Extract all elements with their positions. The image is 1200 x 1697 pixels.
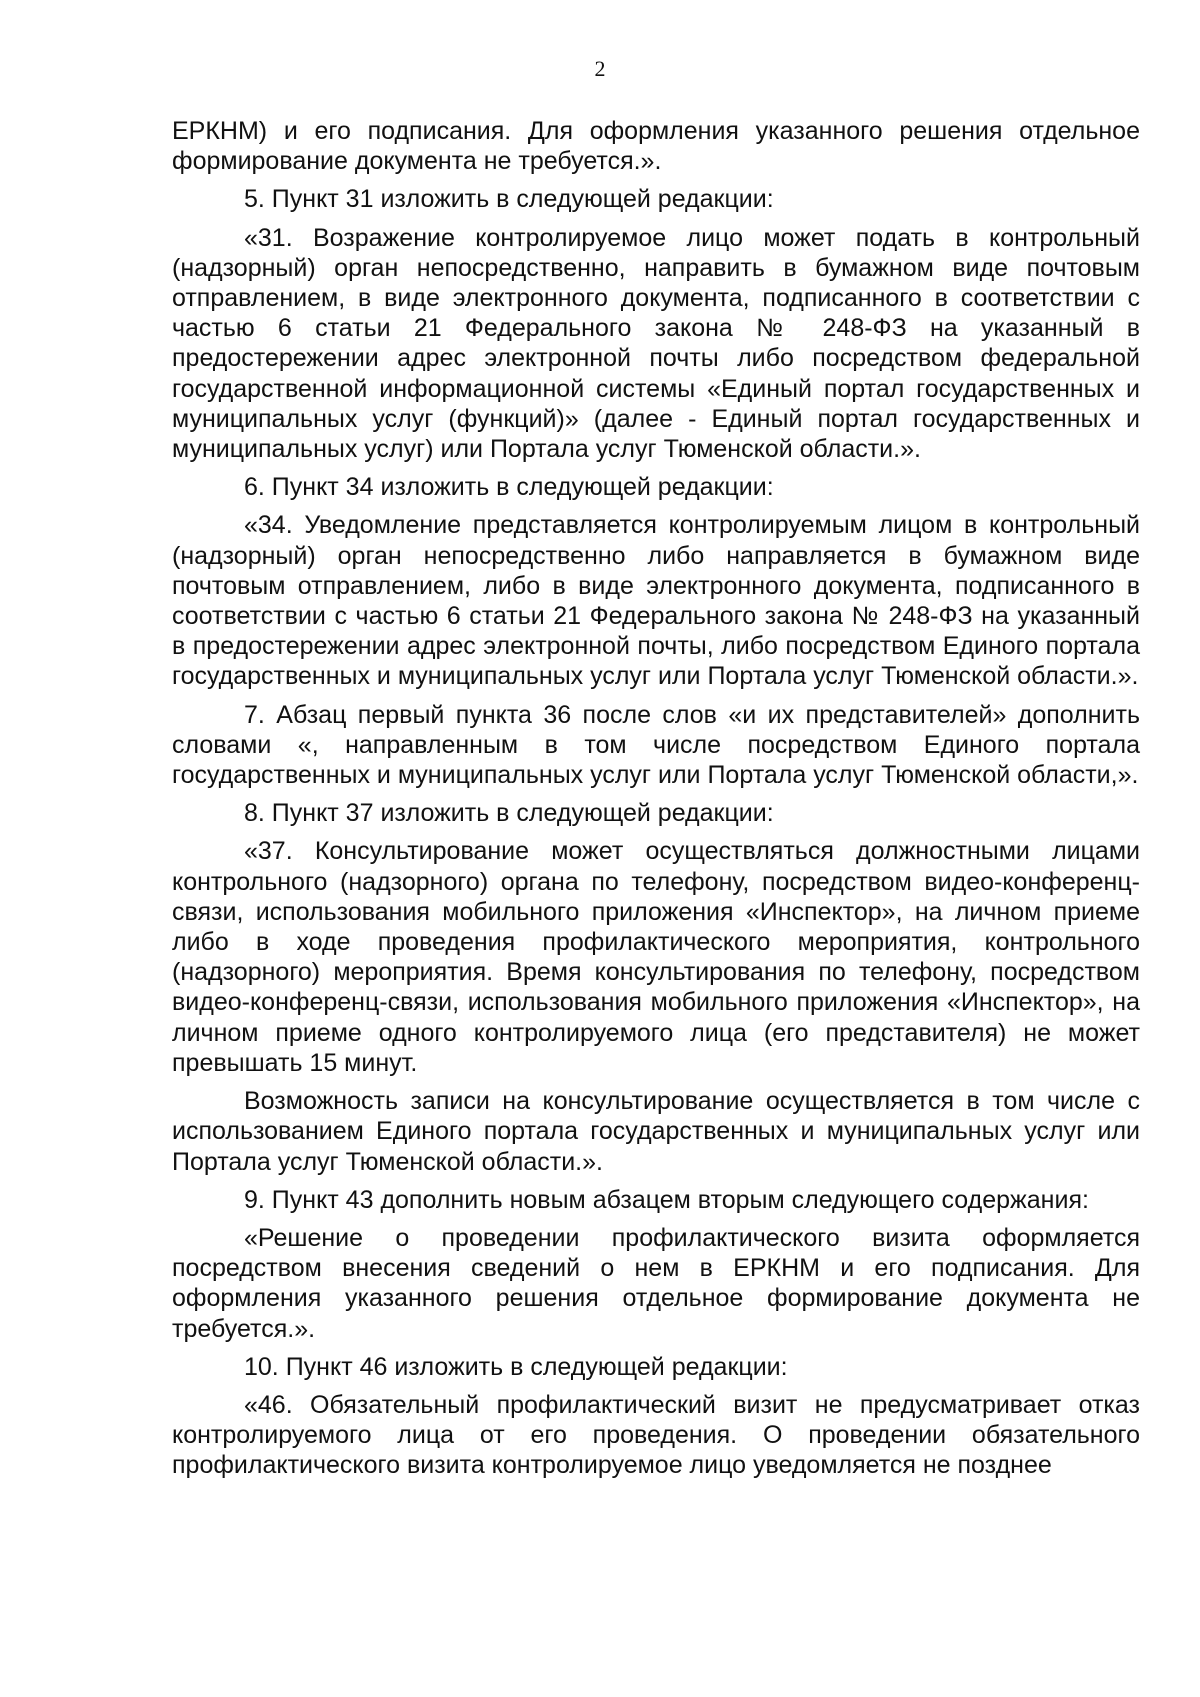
document-body	[172, 116, 1140, 1489]
paragraph-item-8: 8. Пункт 37 изложить в следующей редакции:	[244, 799, 774, 828]
page-number: 2	[594, 56, 606, 81]
paragraph-item-9: 9. Пункт 43 дополнить новым абзацем вторым следующего содержания:	[244, 1185, 1089, 1214]
paragraph-clause-37: «37. Консультирование может осуществляться должностными лицами контрольного (надзорного) органа по телефону, посредством видео-конференц-связи, использования мобильного приложения «Инспектор», на личном приеме либо в ходе проведения профилактического мероприятия, контрольного (надзорного) мероприятия. Время консультирования по телефону, посредством видео-конференц-связи, использования мобильного приложения «Инспектор», на личном приеме одного контролируемого лица (его представителя) не может превышать 15 минут.	[172, 837, 1140, 1077]
paragraph-clause-46: «46. Обязательный профилактический визит не предусматривает отказ контролируемого лица от его проведения. О проведении обязательного профилактического визита контролируемое лицо уведомляется не позднее	[172, 1390, 1140, 1480]
paragraph-consultation-booking: Возможность записи на консультирование осуществляется в том числе с использованием Единого портала государственных и муниципальных услуг или Портала услуг Тюменской области.».	[172, 1087, 1140, 1176]
paragraph-item-7: 7. Абзац первый пункта 36 после слов «и их представителей» дополнить словами «, направленным в том числе посредством Единого портала государственных и муниципальных услуг или Портала услуг Тюменской области,».	[172, 700, 1140, 790]
paragraph-visit-decision: «Решение о проведении профилактического визита оформляется посредством внесения сведений о нем в ЕРКНМ и его подписания. Для оформления указанного решения отдельное формирование документа не требуется.».	[172, 1223, 1140, 1343]
paragraph-clause-34: «34. Уведомление представляется контролируемым лицом в контрольный (надзорный) орган непосредственно либо направляется в бумажном виде почтовым отправлением, либо в виде электронного документа, подписанного в соответствии с частью 6 статьи 21 Федерального закона № 248-ФЗ на указанный в предостережении адрес электронной почты, либо посредством Единого портала государственных и муниципальных услуг или Портала услуг Тюменской области.».	[172, 511, 1140, 691]
paragraph-continuation: ЕРКНМ) и его подписания. Для оформления указанного решения отдельное формирование документа не требуется.».	[172, 117, 1140, 176]
paragraph-item-6: 6. Пункт 34 изложить в следующей редакции:	[244, 473, 774, 502]
paragraph-clause-31: «31. Возражение контролируемое лицо может подать в контрольный (надзорный) орган непосредственно, направить в бумажном виде почтовым отправлением, в виде электронного документа, подписанного в соответствии с частью 6 статьи 21 Федерального закона № 248-ФЗ на указанный в предостережении адрес электронной почты либо посредством федеральной государственной информационной системы «Единый портал государственных и муниципальных услуг (функций)» (далее - Единый портал государственных и муниципальных услуг) или Портала услуг Тюменской области.».	[172, 223, 1140, 464]
paragraph-item-10: 10. Пункт 46 изложить в следующей редакции:	[244, 1352, 788, 1381]
paragraph-item-5: 5. Пункт 31 изложить в следующей редакции:	[244, 185, 774, 214]
